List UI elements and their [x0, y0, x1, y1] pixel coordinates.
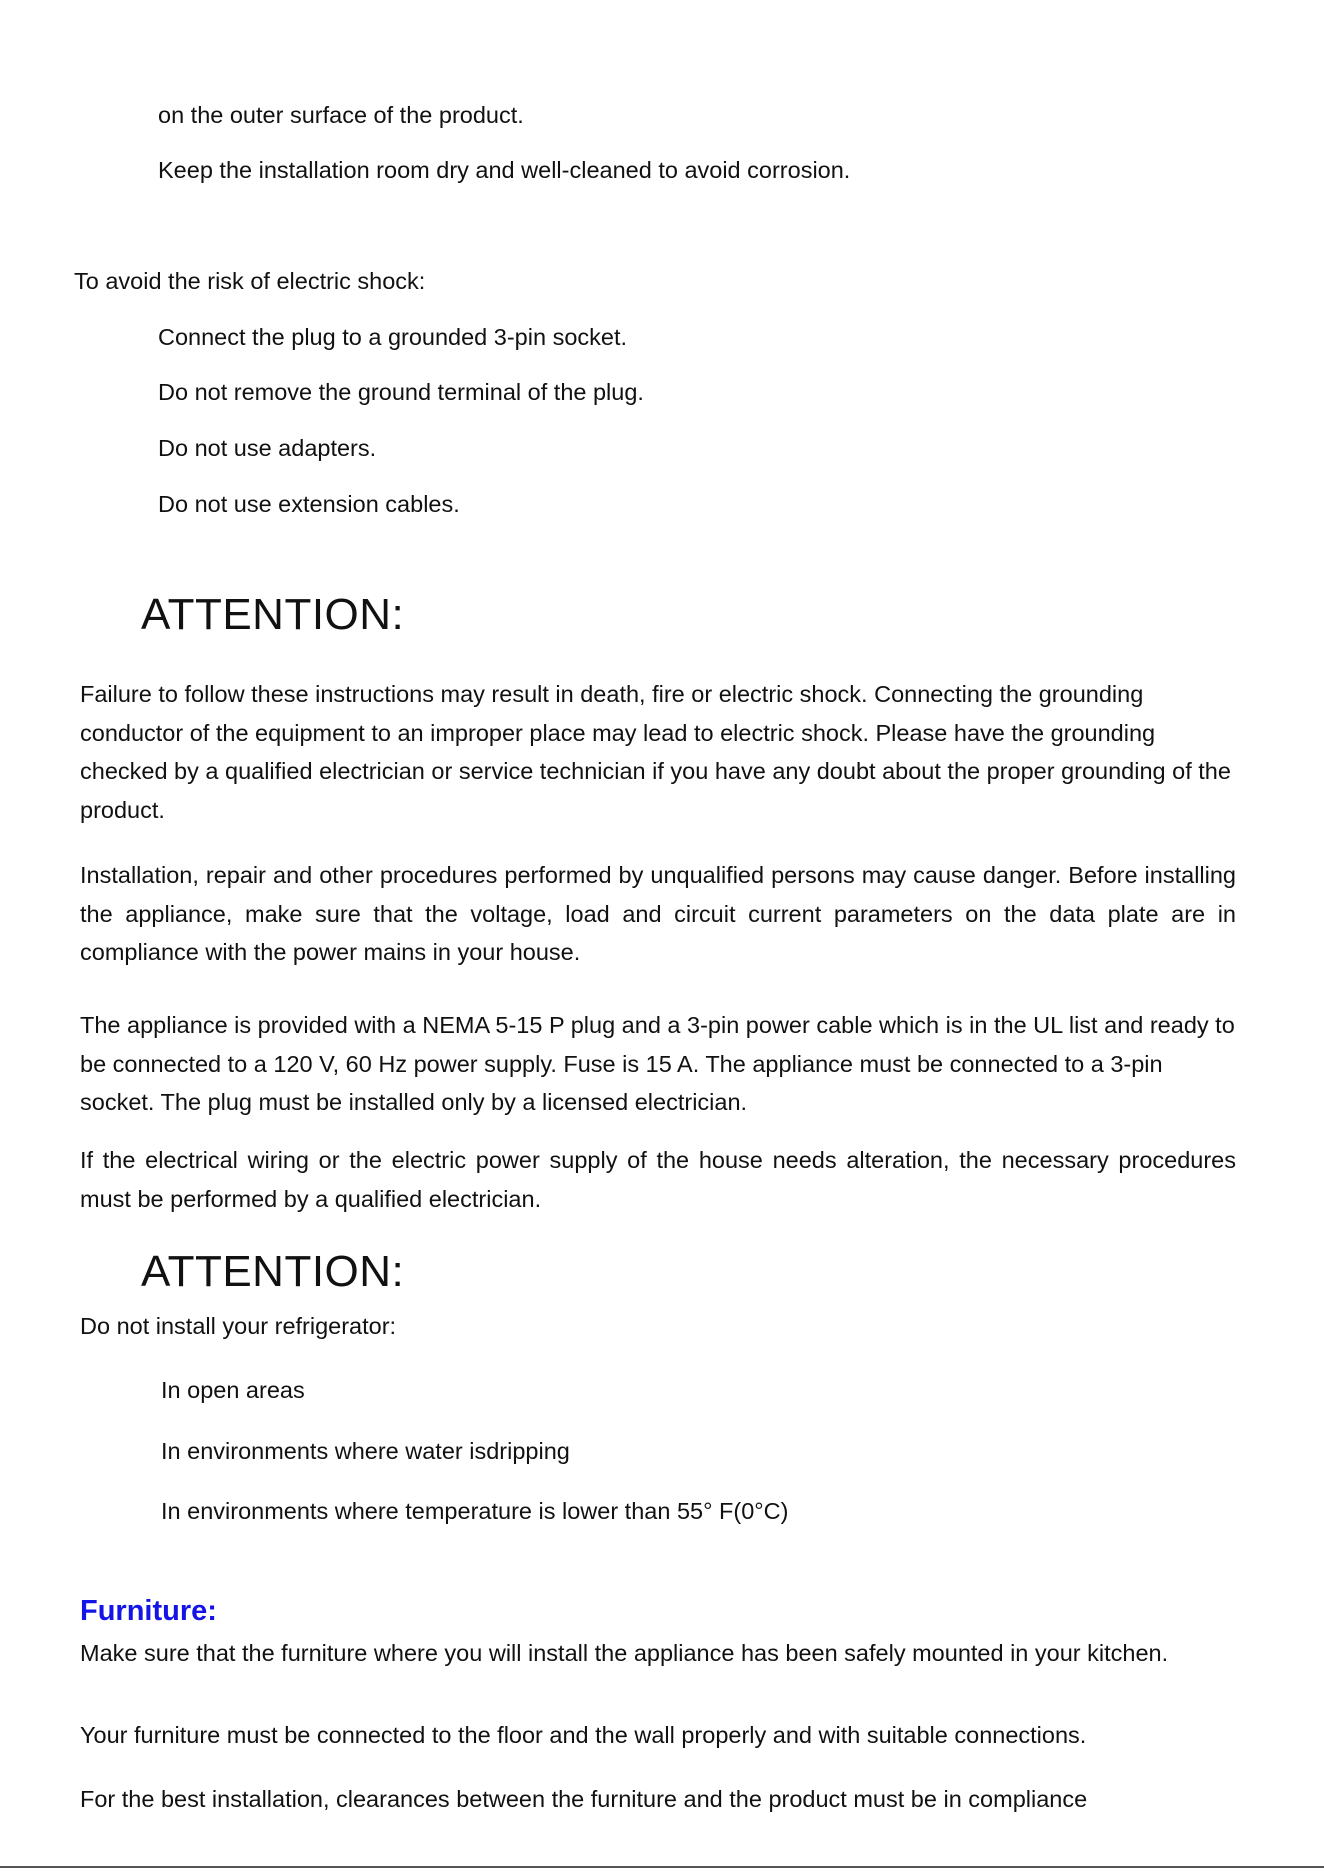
attention-paragraph: The appliance is provided with a NEMA 5-15 P plug and a 3-pin power cable which is in the UL list and ready to be connected to a 120 V, 60 Hz power supply. Fuse is 15 A. The appliance must be connected to a 3-pin socket. The plug must be installed only by a licensed electrician.	[80, 1012, 1235, 1115]
shock-item: Do not remove the ground terminal of the plug.	[158, 379, 644, 405]
attention-item: In open areas	[161, 1377, 305, 1403]
shock-item: Do not use extension cables.	[158, 491, 460, 517]
attention-paragraph: Failure to follow these instructions may result in death, fire or electric shock. Connecting the grounding conductor of the equipment to an improper place may lead to electric shock. Please have the grounding checked by a qualified electrician or service technician if you have any doubt about the proper grounding of the product.	[80, 681, 1231, 823]
attention-paragraph: If the electrical wiring or the electric power supply of the house needs alteration, the necessary procedures must be performed by a qualified electrician.	[80, 1147, 1236, 1212]
attention-lead: Do not install your refrigerator:	[80, 1313, 397, 1339]
shock-item: Do not use adapters.	[158, 435, 377, 461]
attention-heading: ATTENTION:	[141, 1247, 405, 1296]
attention-item: In environments where temperature is lower than 55° F(0°C)	[161, 1498, 789, 1524]
shock-item: Connect the plug to a grounded 3-pin socket.	[158, 324, 628, 350]
shock-lead: To avoid the risk of electric shock:	[74, 268, 426, 294]
page-bottom-rule	[0, 1866, 1324, 1868]
intro-item: Keep the installation room dry and well-cleaned to avoid corrosion.	[158, 157, 851, 183]
furniture-paragraph: Your furniture must be connected to the floor and the wall properly and with suitable connections.	[80, 1722, 1087, 1748]
furniture-title: Furniture:	[80, 1595, 217, 1627]
attention-item: In environments where water isdripping	[161, 1438, 570, 1464]
furniture-paragraph: For the best installation, clearances between the furniture and the product must be in compliance	[80, 1786, 1088, 1812]
attention-heading: ATTENTION:	[141, 590, 405, 639]
attention-paragraph: Installation, repair and other procedures performed by unqualified persons may cause danger. Before installing the appliance, make sure that the voltage, load and circuit current parameters on the data plate are in compliance with the power mains in your house.	[80, 862, 1236, 965]
furniture-paragraph: Make sure that the furniture where you will install the appliance has been safely mounted in your kitchen.	[80, 1640, 1169, 1666]
intro-item: on the outer surface of the product.	[158, 102, 524, 128]
